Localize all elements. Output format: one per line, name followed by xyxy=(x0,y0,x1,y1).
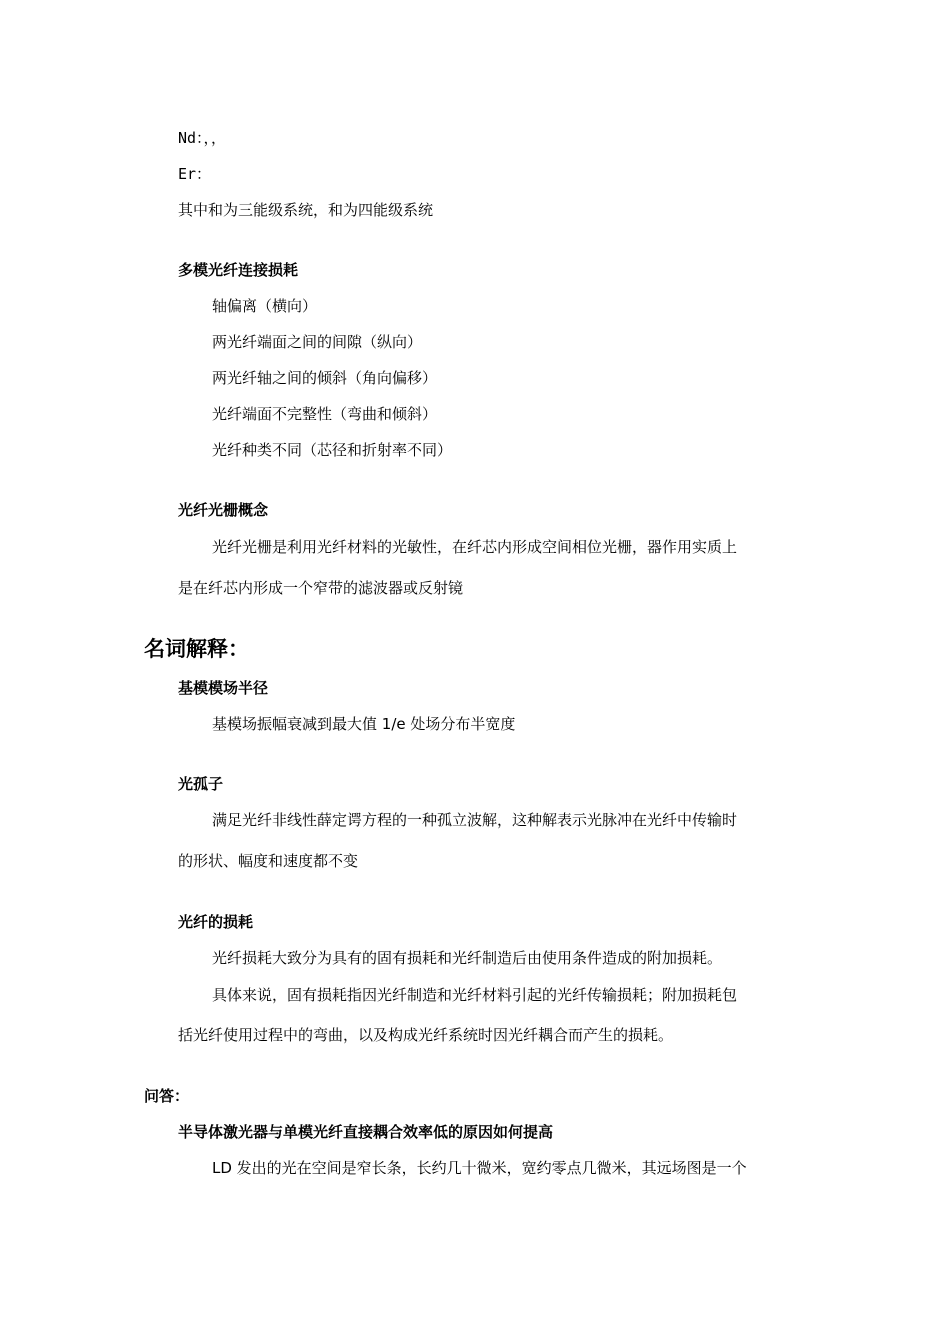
multimode-loss-heading: 多模光纤连接损耗 xyxy=(178,261,299,279)
nd-line: Nd：，， xyxy=(178,129,227,147)
mode-field-radius-text: 基模场振幅衰减到最大值 1/e 处场分布半宽度 xyxy=(212,715,516,733)
fiber-loss-paragraph-line: 括光纤使用过程中的弯曲，以及构成光纤系统时因光纤耦合而产生的损耗。 xyxy=(178,1026,674,1044)
qa-section-heading: 问答： xyxy=(144,1087,190,1105)
mode-field-radius-heading: 基模模场半径 xyxy=(178,679,269,697)
fiber-loss-paragraph-line: 光纤损耗大致分为具有的固有损耗和光纤制造后由使用条件造成的附加损耗。 xyxy=(212,949,723,967)
multimode-loss-item: 光纤端面不完整性（弯曲和倾斜） xyxy=(212,405,438,423)
qa-answer-line: LD 发出的光在空间是窄长条，长约几十微米，宽约零点几微米，其远场图是一个 xyxy=(212,1159,747,1177)
multimode-loss-item: 两光纤轴之间的倾斜（角向偏移） xyxy=(212,369,438,387)
soliton-paragraph-line: 的形状、幅度和速度都不变 xyxy=(178,852,359,870)
fiber-grating-paragraph-line: 光纤光栅是利用光纤材料的光敏性，在纤芯内形成空间相位光栅，器作用实质上 xyxy=(212,538,738,556)
fiber-loss-paragraph-line: 具体来说，固有损耗指因光纤制造和光纤材料引起的光纤传输损耗；附加损耗包 xyxy=(212,986,738,1004)
er-line: Er： xyxy=(178,165,212,183)
multimode-loss-item: 轴偏离（横向） xyxy=(212,297,318,315)
energy-level-line: 其中和为三能级系统，和为四能级系统 xyxy=(178,201,434,219)
soliton-heading: 光孤子 xyxy=(178,775,224,793)
multimode-loss-item: 两光纤端面之间的间隙（纵向） xyxy=(212,333,423,351)
soliton-paragraph-line: 满足光纤非线性薛定谔方程的一种孤立波解，这种解表示光脉冲在光纤中传输时 xyxy=(212,811,738,829)
terms-section-heading: 名词解释： xyxy=(144,637,249,661)
multimode-loss-item: 光纤种类不同（芯径和折射率不同） xyxy=(212,441,453,459)
fiber-grating-heading: 光纤光栅概念 xyxy=(178,501,269,519)
qa-question: 半导体激光器与单模光纤直接耦合效率低的原因如何提高 xyxy=(178,1123,554,1141)
fiber-loss-heading: 光纤的损耗 xyxy=(178,913,254,931)
fiber-grating-paragraph-line: 是在纤芯内形成一个窄带的滤波器或反射镜 xyxy=(178,579,464,597)
